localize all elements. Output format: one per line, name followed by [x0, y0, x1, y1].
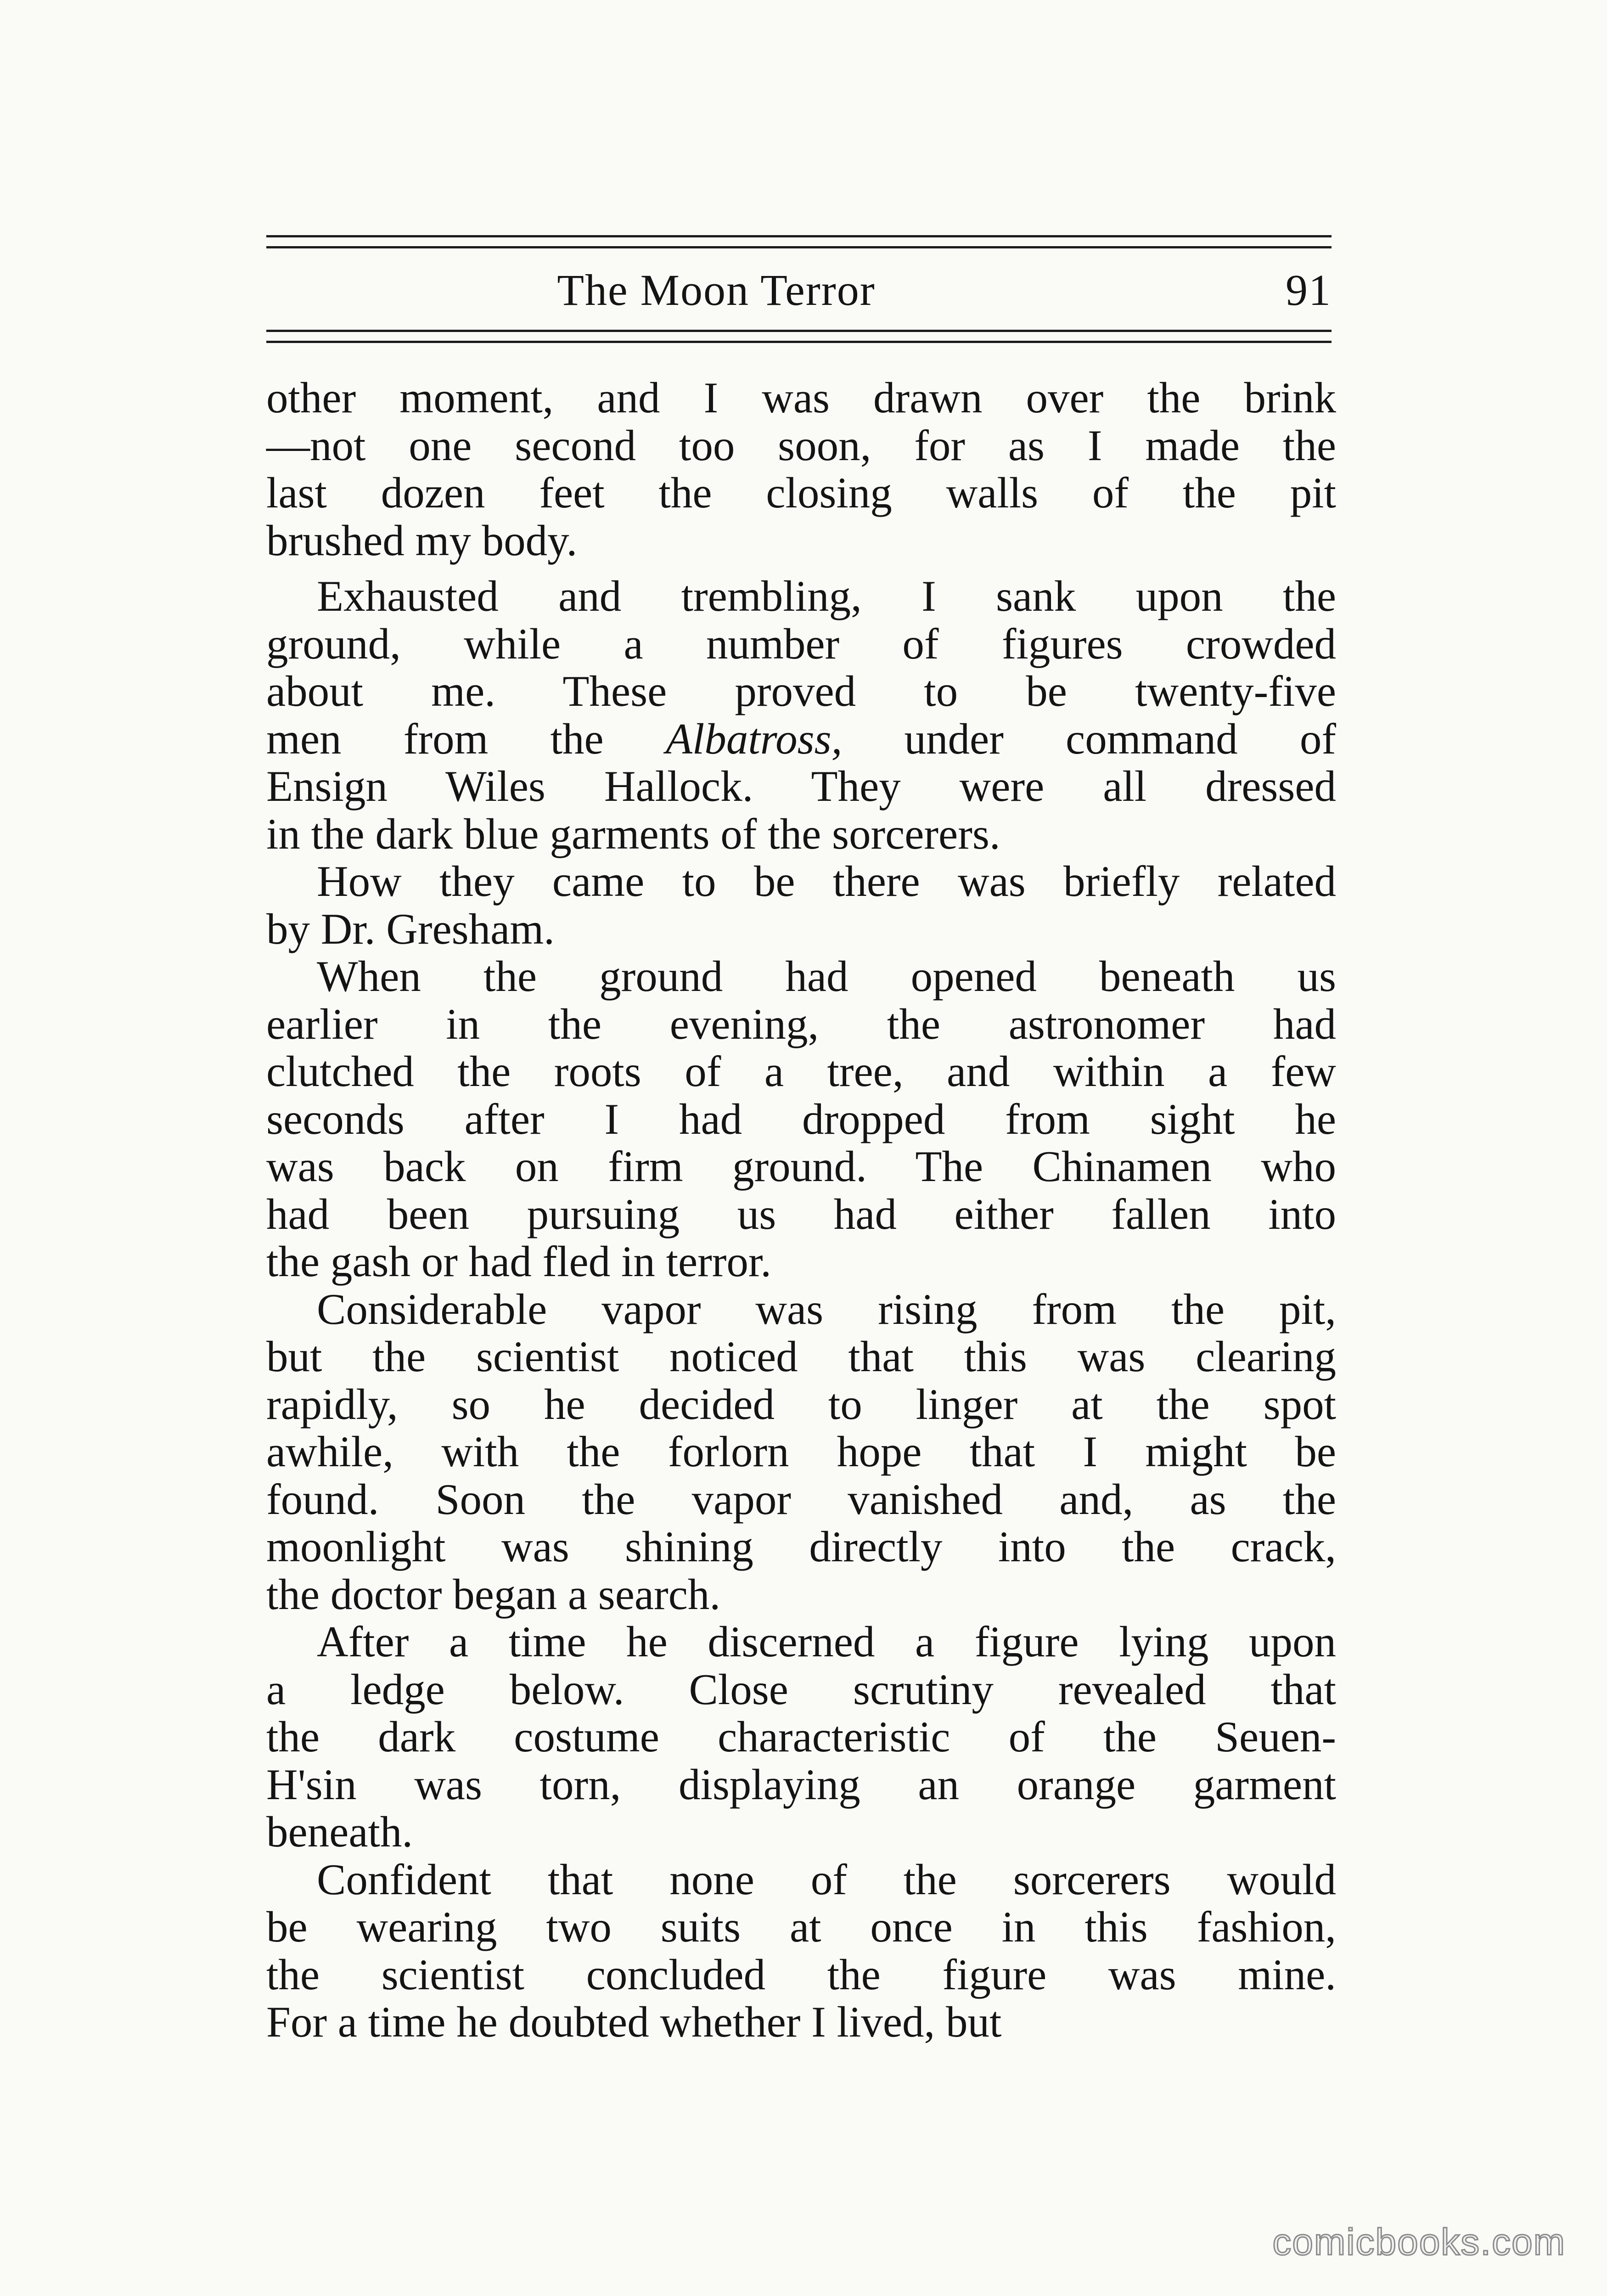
text-line: After a time he discerned a figure lying upon: [317, 1617, 1336, 1666]
paragraph: [266, 1286, 1336, 1619]
text-line: seconds after I had dropped from sight he: [266, 1094, 1336, 1143]
text-line: found. Soon the vapor vanished and, as the: [266, 1474, 1336, 1524]
text-line: H'sin was torn, displaying an orange garment: [266, 1760, 1336, 1809]
text-line: the dark costume characteristic of the Seuen-: [266, 1712, 1336, 1761]
text-line: by Dr. Gresham.: [266, 904, 555, 953]
text-line: the doctor began a search.: [266, 1570, 721, 1619]
text-line: the scientist concluded the figure was mine.: [266, 1950, 1336, 1999]
text-line: ground, while a number of figures crowded: [266, 619, 1336, 668]
text-line: Considerable vapor was rising from the pit,: [317, 1284, 1336, 1334]
text-line: a ledge below. Close scrutiny revealed that: [266, 1665, 1336, 1714]
header-rule-top: [266, 235, 1332, 237]
text-line: was back on firm ground. The Chinamen who: [266, 1142, 1336, 1191]
header-rule-bottom: [266, 341, 1332, 343]
paragraph: [266, 1856, 1336, 2046]
running-title: The Moon Terror: [557, 265, 876, 315]
header-rule-top-inner: [266, 246, 1332, 248]
paragraph: [266, 573, 1336, 858]
text-line: How they came to be there was briefly related: [317, 857, 1336, 906]
text-line: beneath.: [266, 1807, 413, 1856]
page-number: 91: [1286, 265, 1332, 315]
text-line: had been pursuing us had either fallen into: [266, 1189, 1336, 1238]
running-head: [266, 257, 1332, 326]
paragraph: [266, 1618, 1336, 1856]
body-text: [266, 374, 1336, 2046]
header-rule-bottom-inner: [266, 330, 1332, 332]
text-line: the gash or had fled in terror.: [266, 1237, 772, 1286]
text-line: Ensign Wiles Hallock. They were all dressed: [266, 762, 1336, 810]
watermark: comicbooks.com: [1272, 2221, 1566, 2263]
text-line: When the ground had opened beneath us: [317, 952, 1336, 1001]
text-line: last dozen feet the closing walls of the pit: [266, 468, 1336, 517]
text-line: For a time he doubted whether I lived, but: [266, 1998, 1002, 2046]
text-line: other moment, and I was drawn over the brink: [266, 373, 1336, 422]
paragraph: [266, 374, 1336, 564]
text-line: rapidly, so he decided to linger at the spot: [266, 1379, 1336, 1429]
text-line: but the scientist noticed that this was clearing: [266, 1332, 1336, 1381]
text-line: earlier in the evening, the astronomer had: [266, 999, 1336, 1048]
text-line: in the dark blue garments of the sorcerers.: [266, 809, 1000, 858]
text-line: Confident that none of the sorcerers would: [317, 1855, 1336, 1904]
text-line: awhile, with the forlorn hope that I might be: [266, 1427, 1336, 1476]
text-line: Exhausted and trembling, I sank upon the: [317, 572, 1336, 620]
text-line: about me. These proved to be twenty-five: [266, 667, 1336, 715]
paragraph: [266, 858, 1336, 953]
text-line: clutched the roots of a tree, and within a few: [266, 1047, 1336, 1096]
text-line: be wearing two suits at once in this fashion,: [266, 1902, 1336, 1951]
text-line: —not one second too soon, for as I made the: [266, 421, 1336, 470]
text-line: brushed my body.: [266, 516, 578, 565]
text-line: men from the Albatross, under command of: [266, 714, 1336, 763]
paragraph: [266, 953, 1336, 1286]
ship-name-italic: Albatross,: [665, 714, 843, 763]
text-line: moonlight was shining directly into the crack,: [266, 1522, 1336, 1571]
